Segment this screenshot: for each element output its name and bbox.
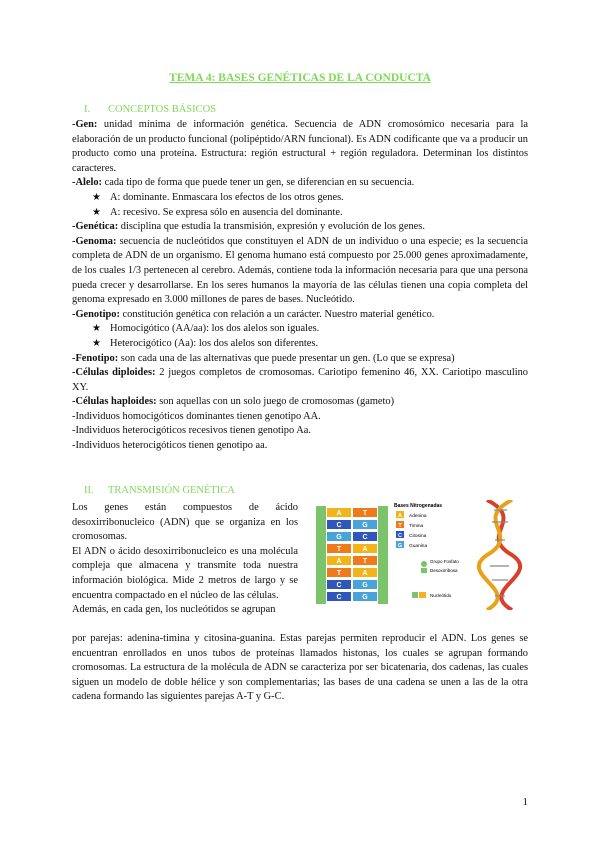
base-right-label: T (362, 558, 368, 565)
paragraph-fenotipo (72, 352, 528, 367)
paragraph-alelo (72, 176, 528, 191)
list-item (72, 322, 528, 337)
double-helix-icon (479, 500, 520, 610)
star-bullet-icon: ★ (92, 206, 101, 218)
base-right-label: A (362, 546, 368, 553)
page-number: 1 (522, 796, 528, 808)
base-left-label: G (336, 534, 342, 541)
term-fenotipo: -Fenotipo: (72, 352, 119, 364)
star-bullet-icon: ★ (92, 337, 101, 349)
section-number: I. (84, 104, 91, 115)
transmission-body-column (72, 501, 298, 618)
nucleotide-sugar-icon (412, 592, 418, 598)
paragraph-genoma (72, 235, 528, 308)
paragraph-adn: El ADN o ácido desoxirribonucleico es una molécula compleja que almacena y transmite toda nuestra información biológica. Mide 2 metros de largo y se encuentra compactado en el núcleo de las células. (72, 545, 298, 601)
paragraph-individuos: -Individuos heterocigóticos tienen genotipo aa. (72, 440, 268, 452)
legend-sugar: Desoxirribosa (430, 568, 458, 573)
legend-letter: A (398, 513, 402, 519)
legend-letter: G (397, 543, 403, 549)
bullet-text: Heterocigótico (Aa): los dos alelos son diferentes. (110, 337, 319, 349)
section-label: CONCEPTOS BÁSICOS (108, 104, 217, 115)
term-genotipo: -Genotipo: (72, 308, 120, 320)
sugar-icon (421, 568, 427, 573)
base-right-label: A (362, 570, 368, 577)
star-bullet-icon: ★ (92, 323, 101, 335)
transmission-body-full (72, 632, 528, 705)
phosphate-icon (421, 561, 427, 567)
legend-letter: T (398, 523, 402, 529)
left-backbone (316, 506, 326, 604)
definition-haploides: son aquellas con un solo juego de cromosomas (gameto) (156, 396, 395, 408)
legend-name: Guanina (409, 544, 428, 549)
paragraph-ademas-rest: por parejas: adenina-timina y citosina-guanina. Estas parejas permiten reproducir el ADN. Los genes se encuentran enrollados en unos tubos de proteínas llamados histonas, los cuales se agrupan formando cromosomas. La estructura de la molécula de ADN se caracteriza por ser bicatenaria, dos cadenas, las cuales siguen un modelo de doble hélice y son complementarias; las bases de una cadena se unen a las de la otra cadena formando las siguientes parejas A-T y G-C. (72, 633, 528, 703)
base-left-label: A (336, 558, 342, 565)
right-backbone (378, 506, 388, 604)
definition-genetica: disciplina que estudia la transmisión, expresión y evolución de los genes. (118, 221, 425, 233)
paragraph-individuos: -Individuos homocigóticos dominantes tienen genotipo AA. (72, 410, 321, 422)
base-right-label: G (362, 594, 368, 601)
list-item (72, 337, 528, 352)
concepts-body (72, 118, 528, 454)
base-right-label: G (362, 522, 368, 529)
paragraph-genes: Los genes están compuestos de ácido desoxirribonucleico (ADN) que se organiza en los cromosomas. (72, 502, 298, 543)
paragraph-individuos: -Individuos heterocigóticos recesivos tienen genotipo Aa. (72, 425, 311, 437)
paragraph-genotipo (72, 308, 528, 323)
list-item (72, 206, 528, 221)
base-right-label: T (362, 510, 368, 517)
term-alelo: -Alelo: (72, 177, 103, 189)
base-left-label: C (336, 522, 342, 529)
definition-alelo: cada tipo de forma que puede tener un gen, se diferencian en su secuencia. (102, 177, 415, 189)
paragraph-ademas-start: Además, en cada gen, los nucleótidos se agrupan (72, 604, 276, 616)
nucleotide-base-icon (419, 592, 426, 598)
bullet-text: Homocigótico (AA/aa): los dos alelos son iguales. (110, 323, 320, 335)
bullet-text: A: recesivo. Se expresa sólo en ausencia del dominante. (110, 206, 343, 218)
base-pairs (327, 508, 377, 601)
paragraph-haploides (72, 395, 528, 410)
legend-phosphate: Grupo Fosfato (430, 559, 459, 564)
definition-fenotipo: son cada una de las alternativas que puede presentar un gen. (Lo que se expresa) (118, 352, 455, 364)
term-genetica: -Genética: (72, 221, 119, 233)
star-bullet-icon: ★ (92, 191, 101, 203)
section-number: II. (84, 485, 94, 496)
legend-name: Adenina (409, 514, 427, 519)
base-left-label: T (336, 546, 342, 553)
section-heading-2 (84, 485, 235, 496)
term-haploides: -Células haploides: (72, 396, 157, 408)
document-title: TEMA 4: BASES GENÉTICAS DE LA CONDUCTA (169, 72, 431, 84)
section-label: TRANSMISIÓN GENÉTICA (108, 485, 235, 496)
legend-letter: C (398, 533, 402, 539)
section-heading-1 (84, 104, 216, 115)
term-genoma: -Genoma: (72, 235, 117, 247)
definition-genotipo: constitución genética con relación a un carácter. Nuestro material genético. (119, 308, 435, 320)
list-item (72, 191, 528, 206)
definition-diploides: 2 juegos completos de cromosomas. Cariotipo femenino 46, XX. Cariotipo masculino XY. (72, 367, 528, 393)
legend-nucleotide: Nucleótido (430, 593, 452, 598)
base-right-label: C (362, 534, 368, 541)
definition-genoma: secuencia de nucleótidos que constituyen el ADN de un individuo o una especie; es la secuencia completa de ADN de un organismo. El genoma humano está compuesto por 25.000 genes aproximadamente, de los cuales 1/3 pertenecen al cerebro. Además, contiene toda la información necesaria para que una persona pueda crecer y desarrollarse. En los seres humanos la mayoría de las células tienen una copia completa del genoma expresado en 3.000 millones de pares de bases. Nucleótido. (72, 235, 528, 306)
legend-name: Citosina (409, 534, 427, 539)
definition-gen: unidad mínima de información genética. Secuencia de ADN cromosómico necesaria para la elaboración de un producto funcional (polipéptido/ARN funcional). Es ADN codificante que va a producir un producto como una proteína. Estructura: región estructural + región reguladora. Determinan los distintos caracteres. (72, 119, 528, 174)
paragraph-genetica (72, 220, 528, 235)
term-gen: -Gen: (72, 119, 98, 130)
base-right-label: G (362, 582, 368, 589)
bullet-text: A: dominante. Enmascara los efectos de los otros genes. (110, 191, 344, 203)
term-diploides: -Células diploides: (72, 367, 156, 379)
legend-name: Timina (409, 524, 424, 529)
legend (396, 511, 427, 549)
base-left-label: A (336, 510, 342, 517)
base-left-label: C (336, 582, 342, 589)
base-left-label: T (336, 570, 342, 577)
legend-title: Bases Nitrogenadas (394, 503, 443, 509)
paragraph-gen (72, 118, 528, 176)
dna-figure (312, 500, 528, 610)
base-left-label: C (336, 594, 342, 601)
paragraph-diploides (72, 366, 528, 395)
